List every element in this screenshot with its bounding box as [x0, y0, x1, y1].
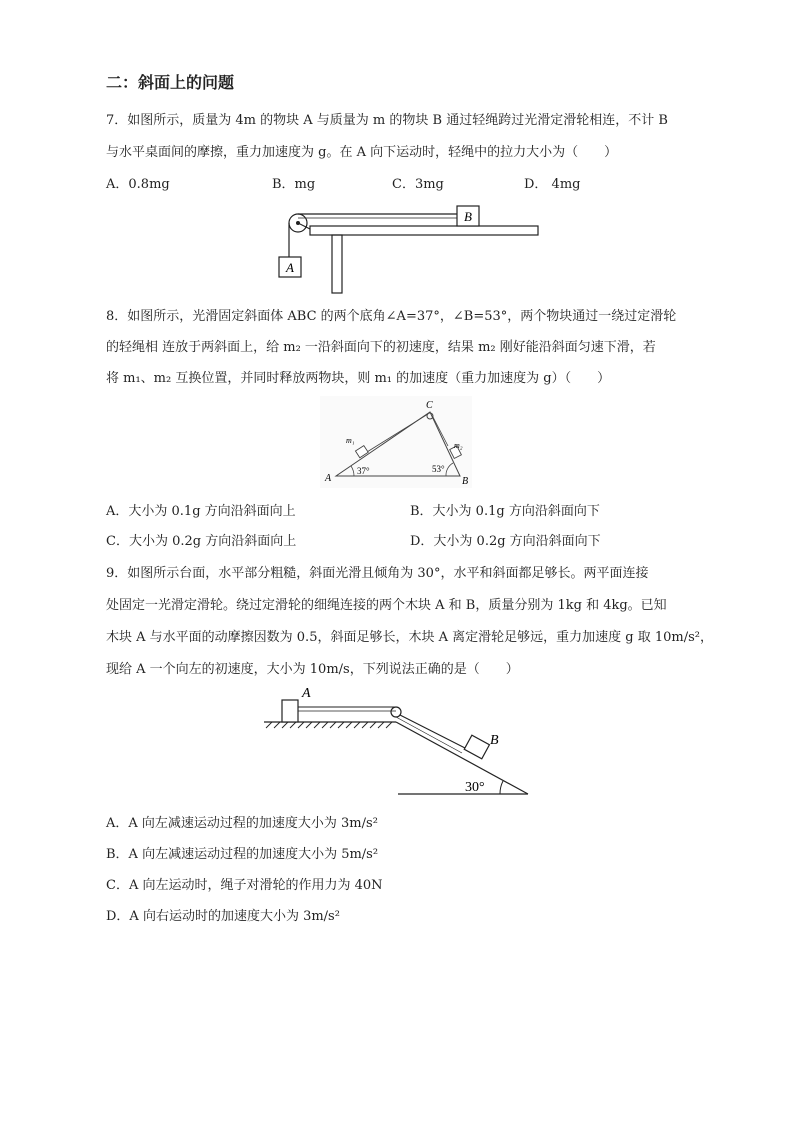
q7-label-a: A: [286, 260, 294, 275]
q8-figure: [320, 396, 472, 488]
q8-label-angle-a: 37°: [357, 466, 370, 476]
q8-stem-line-3: 将 m₁、m₂ 互换位置，并同时释放两物块，则 m₁ 的加速度（重力加速度为 g）（ ）: [106, 371, 611, 386]
q8-option-a[interactable]: A．大小为 0.1g 方向沿斜面向上: [106, 504, 296, 519]
q7-label-b: B: [464, 209, 472, 224]
q8-option-d[interactable]: D．大小为 0.2g 方向沿斜面向下: [410, 534, 601, 549]
q8-label-vertex-c: C: [426, 400, 433, 411]
q9-label-a: A: [302, 686, 311, 701]
q9-stem-line-1: 9．如图所示台面，水平部分粗糙，斜面光滑且倾角为 30°，水平和斜面都足够长。两平面连接: [106, 566, 649, 581]
q8-label-angle-b: 53°: [432, 464, 445, 474]
q7-option-d[interactable]: D． 4mg: [524, 177, 581, 192]
q9-block-b: [464, 735, 489, 759]
q7-table-leg: [332, 235, 342, 293]
q9-option-b[interactable]: B．A 向左减速运动过程的加速度大小为 5m/s²: [106, 847, 379, 862]
q9-option-c[interactable]: C．A 向左运动时，绳子对滑轮的作用力为 40N: [106, 878, 383, 893]
q8-stem-line-2: 的轻绳相 连放于两斜面上，给 m₂ 一沿斜面向下的初速度，结果 m₂ 刚好能沿斜面匀速下滑，若: [106, 340, 656, 355]
q9-stem-line-4: 现给 A 一个向左的初速度，大小为 10m/s，下列说法正确的是（ ）: [106, 662, 519, 677]
q7-option-c[interactable]: C．3mg: [392, 177, 444, 192]
q8-label-m2: m₂: [454, 441, 463, 450]
q7-stem-line-1: 7．如图所示，质量为 4m 的物块 A 与质量为 m 的物块 B 通过轻绳跨过光滑定滑轮相连，不计 B: [106, 113, 668, 128]
q8-stem-line-1: 8．如图所示，光滑固定斜面体 ABC 的两个底角∠A=37°，∠B=53°，两个物块通过一绕过定滑轮: [106, 309, 677, 324]
q8-label-vertex-b: B: [462, 476, 469, 487]
q8-option-b[interactable]: B．大小为 0.1g 方向沿斜面向下: [410, 504, 600, 519]
q9-stem-line-2: 处固定一光滑定滑轮。绕过定滑轮的细绳连接的两个木块 A 和 B，质量分别为 1kg 和 4kg。已知: [106, 598, 667, 613]
q9-label-b: B: [490, 733, 499, 748]
q9-block-a: [282, 700, 298, 722]
q7-table-top: [310, 226, 538, 235]
q7-option-a[interactable]: A．0.8mg: [106, 177, 170, 192]
q9-label-angle: 30°: [465, 780, 485, 795]
q9-figure: [260, 684, 532, 800]
q8-option-c[interactable]: C．大小为 0.2g 方向沿斜面向上: [106, 534, 297, 549]
q9-stem-line-3: 木块 A 与水平面的动摩擦因数为 0.5，斜面足够长，木块 A 离定滑轮足够远，重力加速度 g 取 10m/s²，: [106, 630, 713, 645]
q8-label-vertex-a: A: [325, 473, 332, 484]
q7-figure: [270, 200, 545, 295]
q9-option-d[interactable]: D．A 向右运动时的加速度大小为 3m/s²: [106, 909, 340, 924]
q7-stem-line-2: 与水平桌面间的摩擦，重力加速度为 g。在 A 向下运动时，轻绳中的拉力大小为（ ）: [106, 145, 618, 160]
q9-option-a[interactable]: A．A 向左减速运动过程的加速度大小为 3m/s²: [106, 816, 378, 831]
q9-incline-surface: [396, 722, 528, 794]
section-title: 二：斜面上的问题: [106, 73, 235, 92]
q7-option-b[interactable]: B．mg: [272, 177, 316, 192]
q8-label-m1: m₁: [346, 436, 355, 445]
q9-pulley-icon: [391, 707, 401, 717]
